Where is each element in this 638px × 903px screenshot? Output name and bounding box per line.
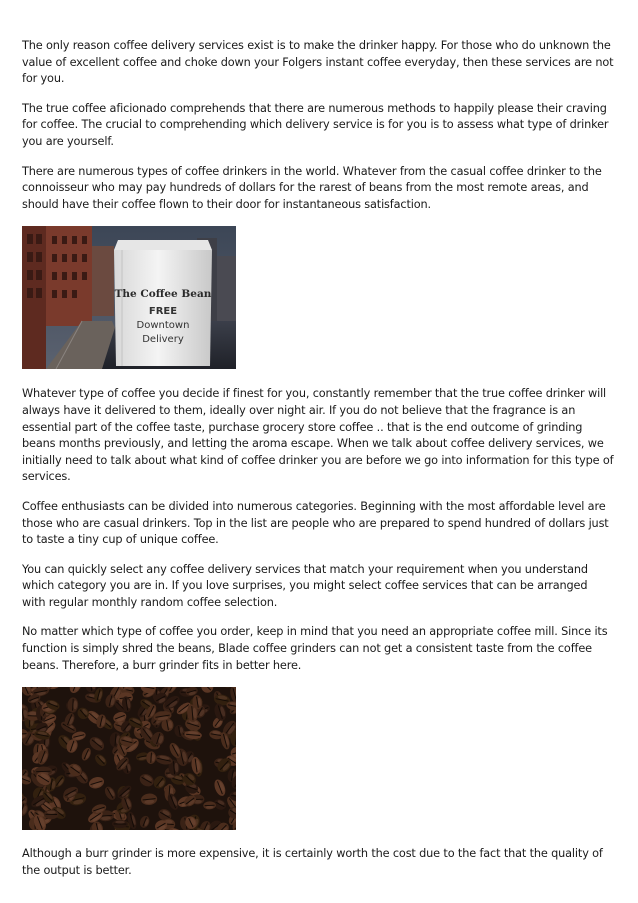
paragraph-5: Coffee enthusiasts can be divided into numerous categories. Beginning with the most affordable level are those who are casual drinkers. Top in the list are people who are prepared to spend hundred of dollars just to taste a tiny cup of unique coffee.	[22, 499, 609, 547]
bag-line-delivery: Delivery	[142, 334, 184, 346]
bag-line-downtown: Downtown	[136, 320, 190, 332]
paragraph-6: You can quickly select any coffee delivery services that match your requirement when you understand which category you are in. If you love surprises, you might select coffee services that can be arranged with regular monthly random coffee selection.	[22, 562, 588, 609]
bag-brand-text: The Coffee Bean	[114, 288, 212, 301]
bag-line-free: FREE	[148, 306, 178, 318]
coffee-beans-image	[22, 687, 236, 830]
paragraph-3: There are numerous types of coffee drinkers in the world. Whatever from the casual coffee drinker to the connoisseur who may pay hundreds of dollars for the rarest of beans from the most remote areas, and should have their coffee flown to their door for instantaneous satisfaction.	[22, 164, 602, 211]
paragraph-1: The only reason coffee delivery services exist is to make the drinker happy. For those who do unknown the value of excellent coffee and choke down your Folgers instant coffee everyday, then these services are not for you.	[22, 39, 614, 86]
paragraph-4: Whatever type of coffee you decide if finest for you, constantly remember that the true coffee drinker will always have it delivered to them, ideally over night air. If you do not believe that the fragrance is an essential part of the coffee taste, purchase grocery store coffee .. that is the end outcome of grinding beans months previously, and letting the aroma escape. When we talk about coffee delivery services, we initially need to talk about what kind of coffee drinker you are before we go into information for this type of services.	[22, 387, 614, 484]
article	[22, 38, 614, 892]
paragraph-2: The true coffee aficionado comprehends that there are numerous methods to happily please their craving for coffee. The crucial to comprehending which delivery service is for you is to assess what type of drinker you are yourself.	[22, 101, 609, 148]
coffee-bag-image	[22, 226, 236, 369]
paragraph-7: No matter which type of coffee you order, keep in mind that you need an appropriate coffee mill. Since its function is simply shred the beans, Blade coffee grinders can not get a consistent taste from the coffee beans. Therefore, a burr grinder fits in better here.	[22, 625, 608, 672]
paragraph-8: Although a burr grinder is more expensive, it is certainly worth the cost due to the fact that the quality of the output is better.	[22, 847, 603, 877]
